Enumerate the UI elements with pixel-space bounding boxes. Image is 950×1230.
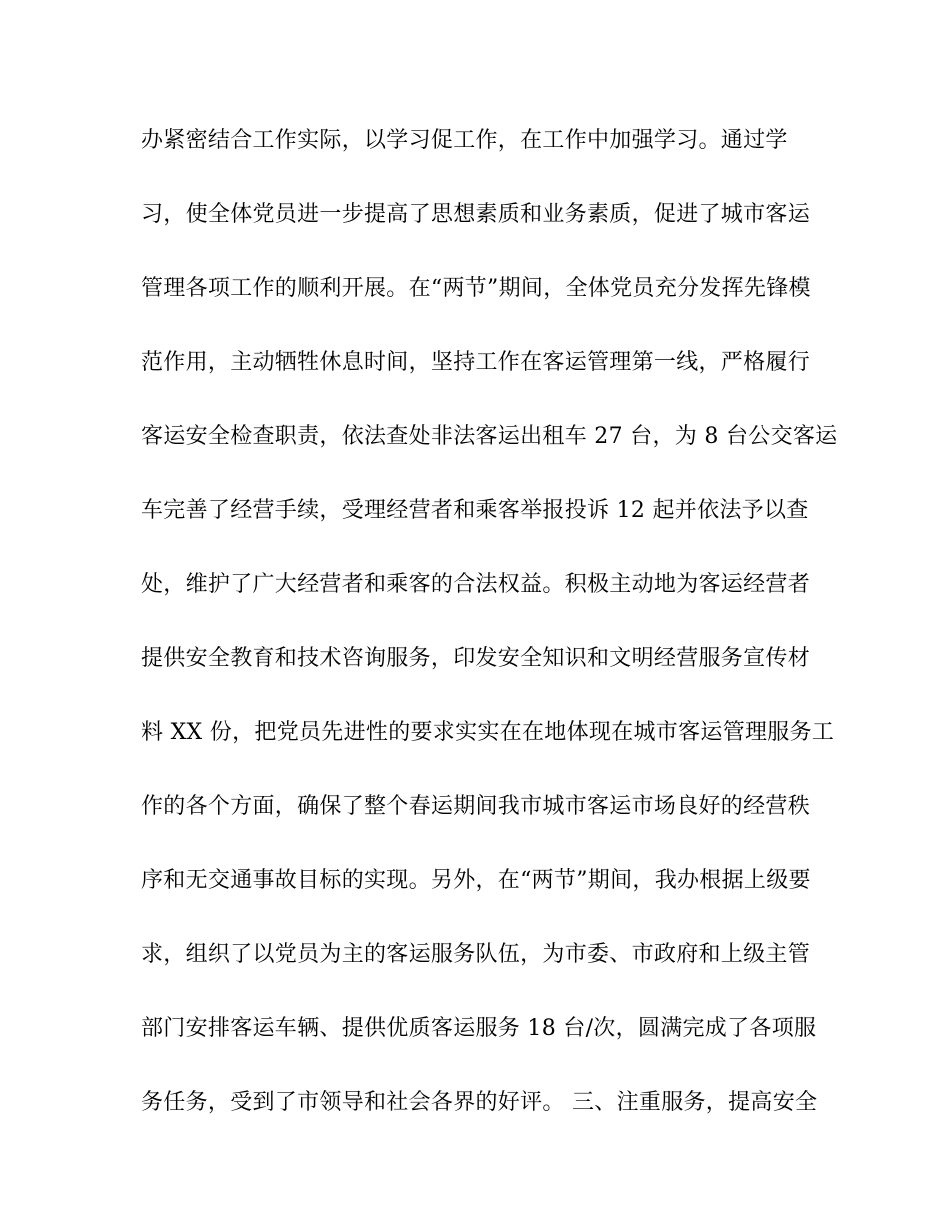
paragraph-line: 客运安全检查职责，依法查处非法客运出租车 27 台，为 8 台公交客运 <box>141 424 838 449</box>
paragraph-line: 序和无交通事故目标的实现。另外，在“两节”期间，我办根据上级要 <box>141 868 811 893</box>
paragraph-line: 管理各项工作的顺利开展。在“两节”期间，全体党员充分发挥先锋模 <box>141 276 811 301</box>
paragraph-line: 务任务，受到了市领导和社会各界的好评。 三、注重服务，提高安全 <box>141 1090 818 1115</box>
paragraph-line: 处，维护了广大经营者和乘客的合法权益。积极主动地为客运经营者 <box>141 572 811 597</box>
paragraph-line: 习，使全体党员进一步提高了思想素质和业务素质，促进了城市客运 <box>141 202 811 227</box>
paragraph-line: 作的各个方面，确保了整个春运期间我市城市客运市场良好的经营秩 <box>141 794 811 819</box>
paragraph-line: 提供安全教育和技术咨询服务，印发安全知识和文明经营服务宣传材 <box>141 646 811 671</box>
paragraph-line: 办紧密结合工作实际，以学习促工作，在工作中加强学习。通过学 <box>141 128 788 153</box>
paragraph-line: 料 XX 份，把党员先进性的要求实实在在地体现在城市客运管理服务工 <box>141 720 835 745</box>
paragraph-line: 部门安排客运车辆、提供优质客运服务 18 台/次，圆满完成了各项服 <box>141 1016 817 1041</box>
paragraph-line: 求，组织了以党员为主的客运服务队伍，为市委、市政府和上级主管 <box>141 942 811 967</box>
paragraph-line: 车完善了经营手续，受理经营者和乘客举报投诉 12 起并依法予以查 <box>141 498 809 523</box>
paragraph-line: 范作用，主动牺牲休息时间，坚持工作在客运管理第一线，严格履行 <box>141 350 811 375</box>
